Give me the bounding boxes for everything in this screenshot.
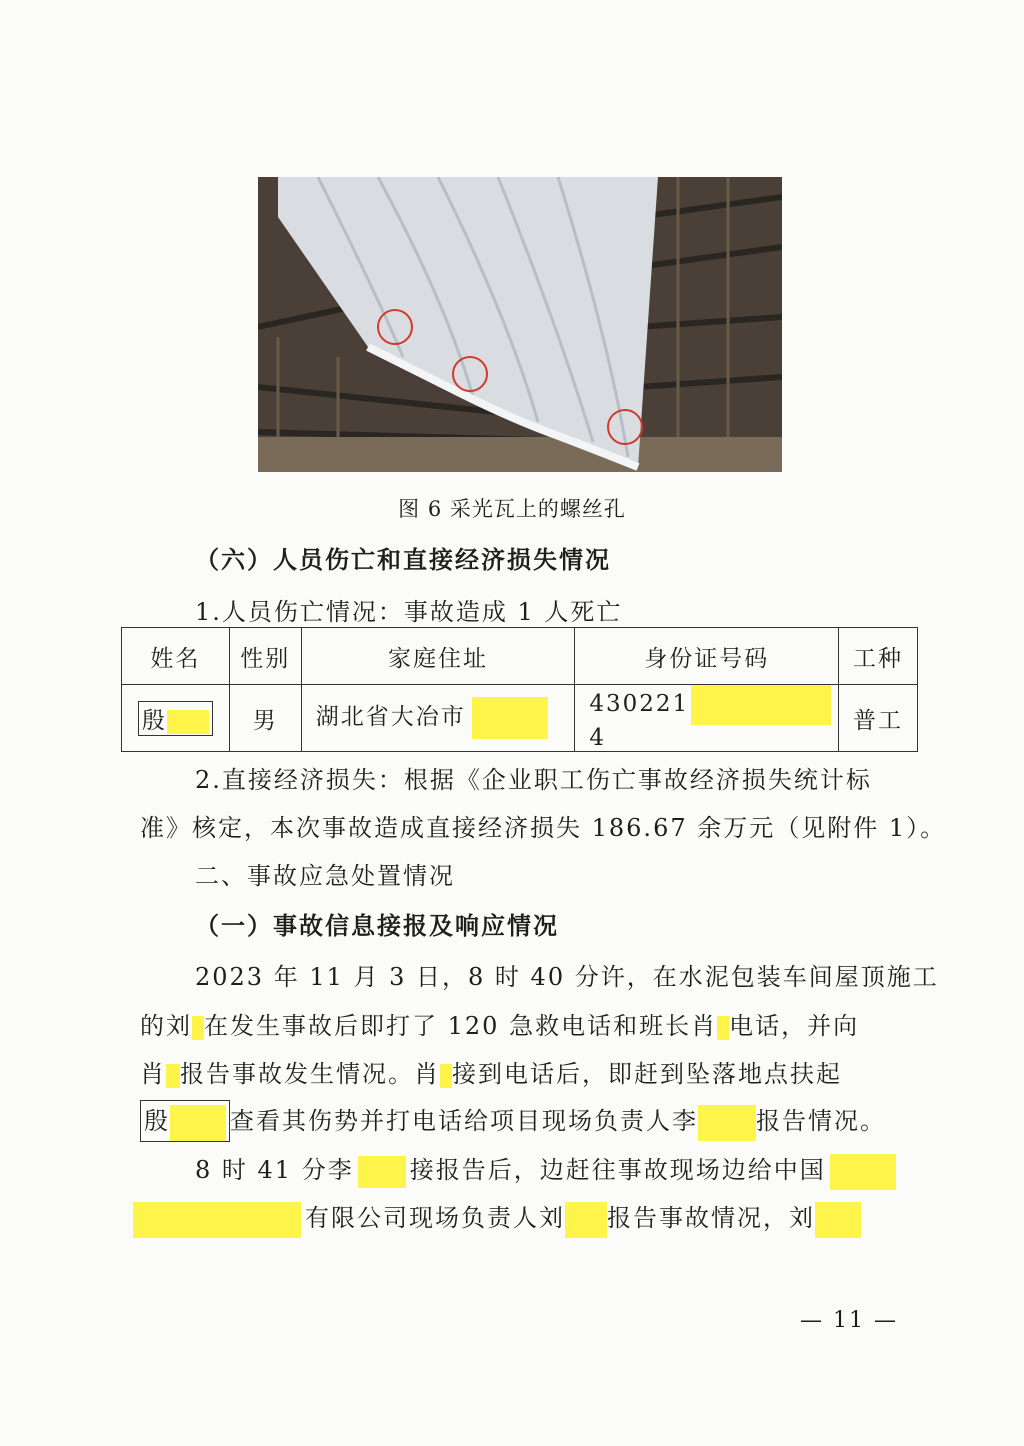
name-text: 殷 <box>141 707 167 734</box>
text-segment: 报告事故发生情况。肖 <box>180 1060 440 1088</box>
id-prefix: 430221 <box>589 691 690 717</box>
page-number: — 11 — <box>800 1308 898 1333</box>
name-box <box>140 1100 230 1142</box>
text-segment: 电话，并向 <box>729 1012 860 1040</box>
redaction-mark <box>815 1202 861 1238</box>
text-segment: 8 时 41 分李 <box>195 1156 354 1184</box>
redaction-mark <box>358 1156 406 1188</box>
redaction-mark <box>166 1064 180 1088</box>
redaction-mark <box>691 685 831 725</box>
text-segment: 有限公司现场负责人刘 <box>305 1204 565 1232</box>
header-id-number: 身份证号码 <box>575 628 839 685</box>
header-job: 工种 <box>839 628 918 685</box>
subsection-heading-reporting: （一）事故信息接报及响应情况 <box>195 912 559 940</box>
redaction-mark <box>472 697 548 739</box>
redaction-mark <box>133 1202 301 1238</box>
figure-caption: 图 6 采光瓦上的螺丝孔 <box>398 497 626 521</box>
header-gender: 性别 <box>229 628 301 685</box>
table-header-row <box>122 628 918 685</box>
id-suffix: 4 <box>589 725 606 751</box>
casualty-table <box>121 627 918 752</box>
text-segment: 殷 <box>144 1107 170 1135</box>
cell-gender: 男 <box>229 685 301 752</box>
redaction-mark <box>440 1064 452 1088</box>
cell-id-number <box>575 685 839 752</box>
roof-panel-photo <box>258 177 782 472</box>
paragraph-line-1: 2023 年 11 月 3 日，8 时 40 分许，在水泥包装车间屋顶施工 <box>195 963 939 991</box>
text-segment: 报告情况。 <box>756 1107 886 1135</box>
roof-panel-photo-graphic <box>258 177 782 472</box>
text-segment: 肖 <box>140 1060 166 1088</box>
header-name: 姓名 <box>122 628 230 685</box>
address-text: 湖北省大冶市 <box>315 704 466 730</box>
text-segment: 在发生事故后即打了 120 急救电话和班长肖 <box>204 1012 718 1040</box>
redaction-mark <box>170 1105 226 1141</box>
economic-loss-line-2: 准》核定，本次事故造成直接经济损失 186.67 余万元（见附件 1）。 <box>140 814 947 842</box>
economic-loss-line-1: 2.直接经济损失：根据《企业职工伤亡事故经济损失统计标 <box>195 766 872 794</box>
redaction-mark <box>717 1016 729 1040</box>
redaction-mark <box>192 1016 204 1040</box>
text-segment: 接到电话后，即赶到坠落地点扶起 <box>452 1060 842 1088</box>
paragraph-line-6 <box>133 1198 861 1238</box>
section-heading-emergency: 二、事故应急处置情况 <box>195 862 455 890</box>
redaction-mark <box>698 1105 756 1141</box>
redaction-mark <box>167 710 209 734</box>
text-segment: 接报告后，边赶往事故现场边给中国 <box>409 1156 826 1184</box>
text-segment: 的刘 <box>140 1012 192 1040</box>
cell-name <box>122 685 230 752</box>
cell-job: 普工 <box>839 685 918 752</box>
name-box <box>138 701 213 736</box>
header-address: 家庭住址 <box>301 628 575 685</box>
redaction-mark <box>830 1154 896 1190</box>
cell-address <box>301 685 575 752</box>
casualty-summary: 1.人员伤亡情况：事故造成 1 人死亡 <box>195 598 623 626</box>
paragraph-line-5 <box>195 1150 896 1190</box>
table-row <box>122 685 918 752</box>
paragraph-line-3 <box>140 1054 842 1089</box>
redaction-mark <box>565 1202 607 1238</box>
paragraph-line-2 <box>140 1006 859 1041</box>
section-heading-casualties: （六）人员伤亡和直接经济损失情况 <box>195 546 611 574</box>
text-segment: 查看其伤势并打电话给项目现场负责人李 <box>230 1107 698 1135</box>
paragraph-line-4 <box>140 1100 886 1142</box>
text-segment: 报告事故情况，刘 <box>607 1204 815 1232</box>
